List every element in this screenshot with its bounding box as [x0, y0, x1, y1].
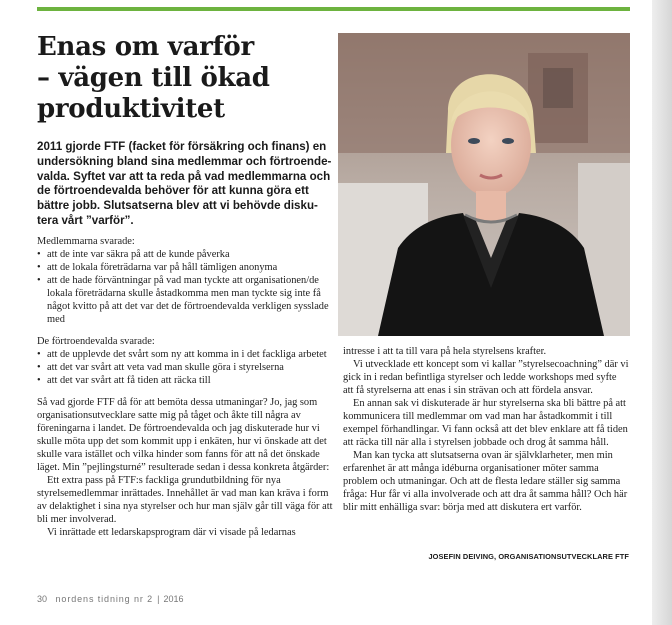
author-byline: JOSEFIN DEIVING, ORGANISATIONSUTVECKLARE FTF — [428, 552, 629, 561]
headline-line: Enas om varför — [37, 32, 254, 62]
publication-name: nordens tidning nr 2 — [55, 594, 154, 604]
portrait-photo — [338, 33, 630, 336]
article-headline — [37, 32, 327, 125]
article-lead: 2011 gjorde FTF (facket för försäkring och finans) en undersökning bland sina medlemmar och förtroendevalda. Syftet var att ta reda på vad medlemmarna och de förtroendevalda behöver för att kunna göra ett bättre jobb. Slutsatserna blev att vi behövde diskutera vårt ”varför”. — [37, 140, 332, 227]
body-paragraph: Vi utvecklade ett koncept som vi kallar ”styrelsecoachning” där vi gick in i redan befintliga styrelser och ledde workshops med syfte att få styrelserna att enas i sin strävan och att fördela ansvar. — [343, 359, 629, 396]
body-paragraph: Så vad gjorde FTF då för att bemöta dessa utmaningar? Jo, jag som organisationsutvecklare satte mig på tåget och åkte till några av föreningarna i landet. De förtroendevalda och jag diskuterade hur vi skulle möta upp det som kommit upp i enkäten, hur vi önskade att det skulle vara istället och vilka hinder som fanns för att nå det önskade läget. Min ”pejlingsturné” resulterade sedan i dessa konkreta åtgärder: — [37, 397, 330, 473]
list-item: • att de upplevde det svårt som ny att komma in i det fackliga arbetet — [37, 348, 333, 361]
list-item: • att de hade förväntningar på vad man tyckte att organisationen/de lokala företrädarna skulle åstadkomma men man tyckte sig inte få något kvitto på att det var det de förtroendevalda verkligen sysslade med — [37, 274, 333, 326]
top-accent-rule — [37, 7, 630, 11]
list-item: • att de inte var säkra på att de kunde påverka — [37, 248, 333, 261]
headline-line: – vägen till ökad — [37, 63, 270, 93]
body-paragraph: En annan sak vi diskuterade är hur styrelserna ska bli bättre på att kommunicera till medlemmar om vad man har åstadkommit i till exempel förhandlingar. Vi fann också att det blev enklare att få tiden att räcka till när alla i styrelsen jobbade och drog åt samma håll. — [343, 398, 628, 448]
body-paragraph: Ett extra pass på FTF:s fackliga grundutbildning för nya styrelsemedlemmar inrättades. Innehållet är vad man kan kräva i form av delaktighet i sina nya styrelser och hur man själv går till väga för att bli mer involverad. — [37, 475, 333, 525]
members-list — [37, 248, 333, 326]
list-item: • att det var svårt att veta vad man skulle göra i styrelserna — [37, 361, 333, 374]
elected-list — [37, 348, 333, 387]
headline-line: produktivitet — [37, 94, 225, 124]
body-column-left — [37, 235, 333, 539]
publication-year: 2016 — [163, 594, 184, 604]
list-item: • att de lokala företrädarna var på håll tämligen anonyma — [37, 261, 333, 274]
woman-portrait-icon — [338, 33, 630, 336]
page-footer — [37, 594, 189, 604]
footer-separator: | — [157, 594, 160, 604]
body-paragraph: intresse i att ta till vara på hela styrelsens krafter. — [343, 346, 547, 357]
body-paragraph: Man kan tycka att slutsatserna ovan är självklarheter, men min erfarenhet är att många idéburna organisationer möter samma problem och utmaningar. Och att de flesta ledare ställer sig samma fråga: Hur får vi alla involverade och att dra åt samma håll? Och här blir mitt enhälliga svar: börja med att diskutera ert varför. — [343, 450, 628, 513]
page-edge — [652, 0, 672, 625]
members-heading: Medlemmarna svarade: — [37, 236, 135, 247]
page-number: 30 — [37, 594, 48, 604]
elected-heading: De förtroendevalda svarade: — [37, 336, 155, 347]
list-item: • att det var svårt att få tiden att räcka till — [37, 374, 333, 387]
body-column-right — [343, 345, 629, 514]
body-paragraph: Vi inrättade ett ledarskapsprogram där vi visade på ledarnas — [47, 527, 296, 538]
